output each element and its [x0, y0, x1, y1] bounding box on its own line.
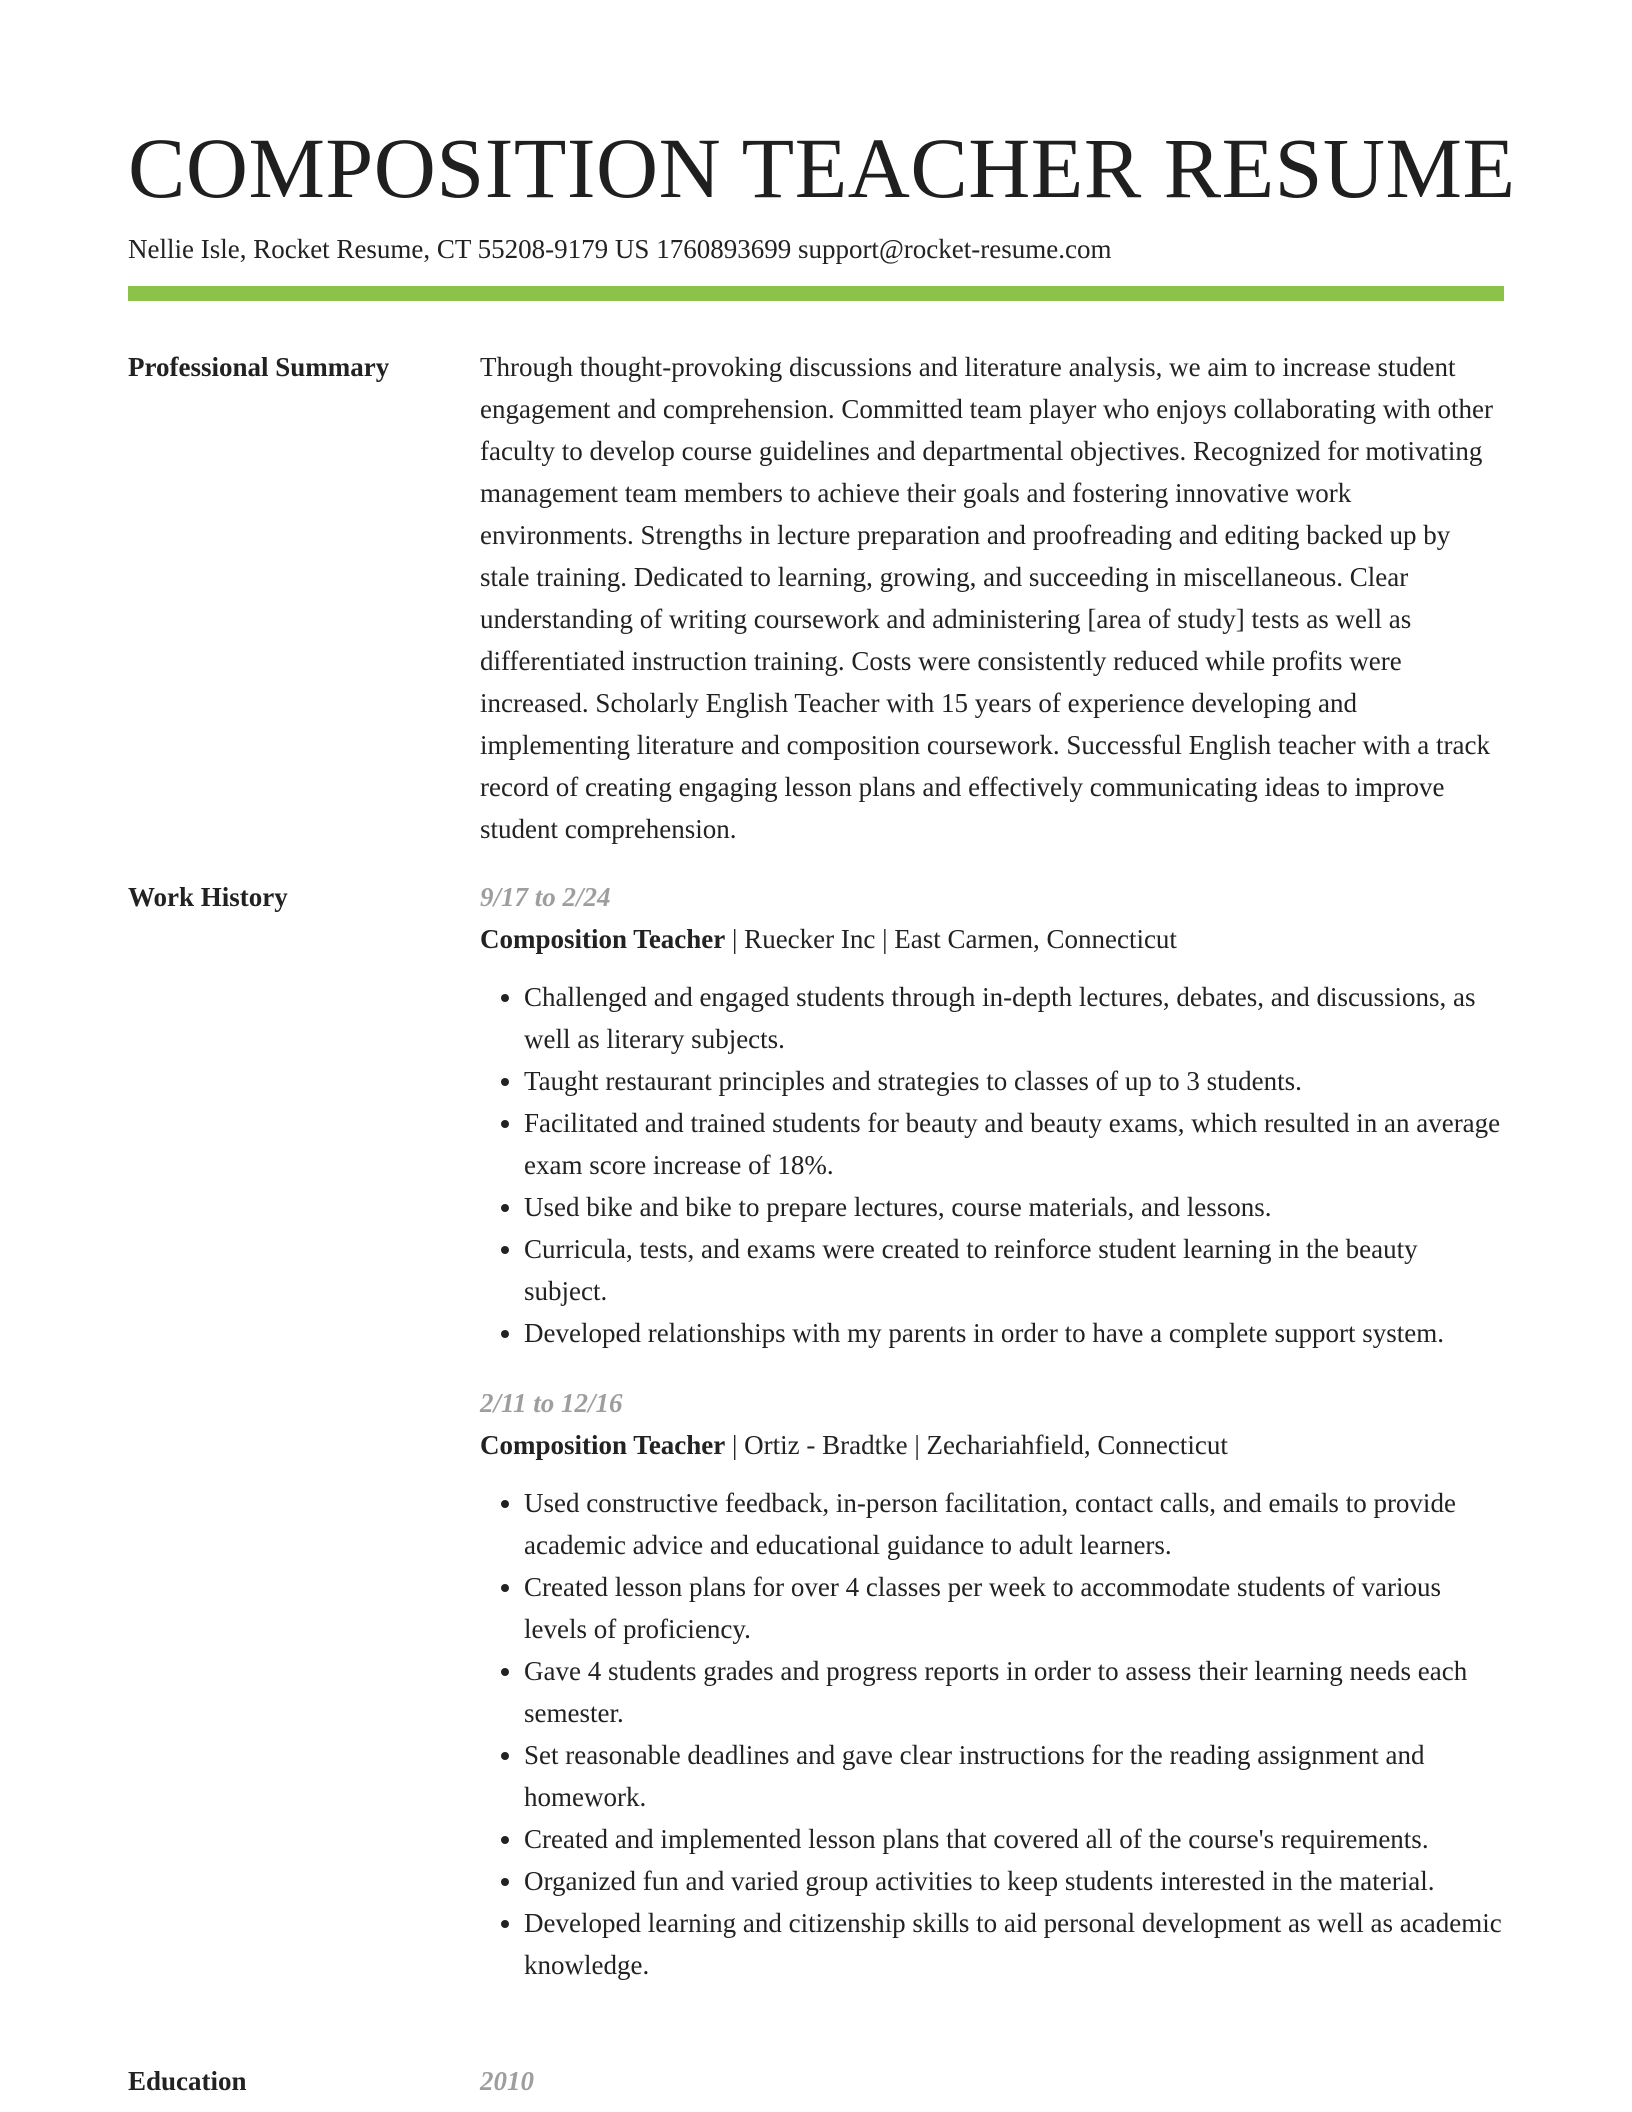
job-entry: [480, 1382, 1504, 1986]
education-dates: 2010: [480, 2066, 534, 2096]
job-bullet: • Curricula, tests, and exams were created to reinforce student learning in the beauty subject.: [524, 1228, 1504, 1312]
contact-line: Nellie Isle, Rocket Resume, CT 55208-9179 US 1760893699 support@rocket-resume.com: [128, 234, 1112, 264]
job-details: | Ruecker Inc | East Carmen, Connecticut: [725, 924, 1177, 954]
job-bullet: • Challenged and engaged students through in-depth lectures, debates, and discussions, as well as literary subjects.: [524, 976, 1504, 1060]
job-bullet: • Used bike and bike to prepare lectures, course materials, and lessons.: [524, 1186, 1504, 1228]
job-bullet: • Set reasonable deadlines and gave clear instructions for the reading assignment and homework.: [524, 1734, 1504, 1818]
job-bullet: • Created and implemented lesson plans that covered all of the course's requirements.: [524, 1818, 1504, 1860]
resume-title: COMPOSITION TEACHER RESUME: [128, 120, 1516, 216]
job-bullet: • Gave 4 students grades and progress reports in order to assess their learning needs each semester.: [524, 1650, 1504, 1734]
summary-heading: Professional Summary: [128, 352, 390, 382]
job-entry: [480, 876, 1504, 1354]
education-heading: Education: [128, 2066, 247, 2096]
job-bullet: • Taught restaurant principles and strategies to classes of up to 3 students.: [524, 1060, 1504, 1102]
job-bullet: • Created lesson plans for over 4 classes per week to accommodate students of various levels of proficiency.: [524, 1566, 1504, 1650]
job-heading: [480, 1424, 1504, 1466]
education-body: [480, 2060, 1504, 2102]
job-bullet-list: [480, 1482, 1504, 1986]
work-history-body: [480, 876, 1504, 2014]
summary-body: [480, 346, 1504, 850]
job-heading: [480, 918, 1504, 960]
summary-text: Through thought-provoking discussions and literature analysis, we aim to increase student engagement and comprehension. Committed team player who enjoys collaborating with other faculty to develop course guidelines and departmental objectives. Recognized for motivating management team members to achieve their goals and fostering innovative work environments. Strengths in lecture preparation and proofreading and editing backed up by stale training. Dedicated to learning, growing, and succeeding in miscellaneous. Clear understanding of writing coursework and administering [area of study] tests as well as differentiated instruction training. Costs were consistently reduced while profits were increased. Scholarly English Teacher with 15 years of experience developing and implementing literature and composition coursework. Successful English teacher with a track record of creating engaging lesson plans and effectively communicating ideas to improve student comprehension.: [480, 352, 1493, 844]
job-dates: 9/17 to 2/24: [480, 882, 611, 912]
job-dates: 2/11 to 12/16: [480, 1388, 623, 1418]
work-history-heading: Work History: [128, 882, 288, 912]
job-bullet: • Developed learning and citizenship skills to aid personal development as well as academic knowledge.: [524, 1902, 1504, 1986]
job-bullet: • Facilitated and trained students for beauty and beauty exams, which resulted in an average exam score increase of 18%.: [524, 1102, 1504, 1186]
job-title: Composition Teacher: [480, 1430, 726, 1460]
job-bullet: • Developed relationships with my parents in order to have a complete support system.: [524, 1312, 1504, 1354]
job-details: | Ortiz - Bradtke | Zechariahfield, Connecticut: [725, 1430, 1228, 1460]
job-bullet: • Organized fun and varied group activities to keep students interested in the material.: [524, 1860, 1504, 1902]
job-bullet-list: [480, 976, 1504, 1354]
job-bullet: • Used constructive feedback, in-person facilitation, contact calls, and emails to provide academic advice and educational guidance to adult learners.: [524, 1482, 1504, 1566]
job-title: Composition Teacher: [480, 924, 726, 954]
accent-divider: [128, 286, 1504, 301]
